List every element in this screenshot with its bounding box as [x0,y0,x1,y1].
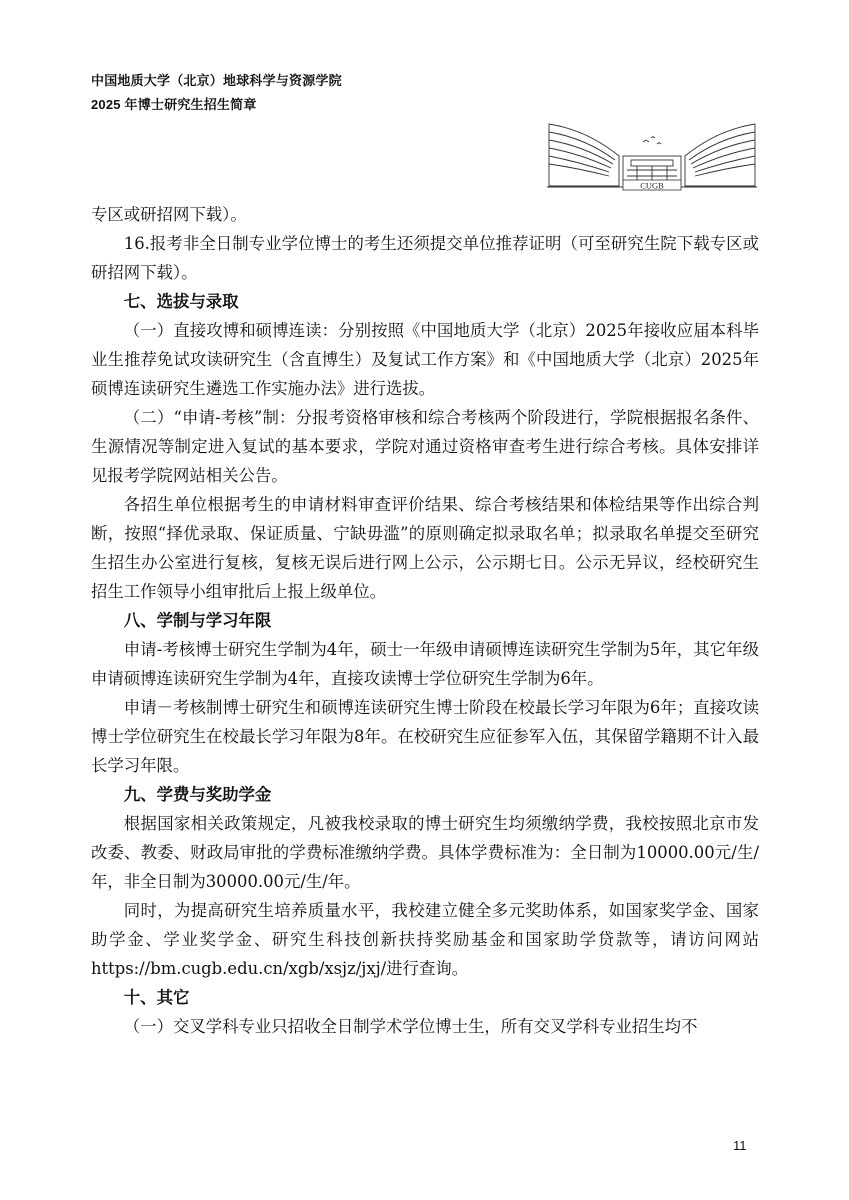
university-building-logo [547,116,757,192]
paragraph-tuition: 根据国家相关政策规定，凡被我校录取的博士研究生均须缴纳学费，我校按照北京市发改委、教委、财政局审批的学费标准缴纳学费。具体学费标准为：全日制为10000.00元/生/年，非全日制为30000.00元/生/年。 [91,814,759,891]
section-heading-10: 十、其它 [123,988,190,1007]
paragraph-direct-phd: （一）直接攻博和硕博连读：分别按照《中国地质大学（北京）2025年接收应届本科毕业生推荐免试攻读研究生（含直博生）及复试工作方案》和《中国地质大学（北京）2025年硕博连读研究生遴选工作实施办法》进行选拔。 [91,321,759,398]
logo-cugb-text: CUGB [640,180,664,191]
paragraph-admission-decision: 各招生单位根据考生的申请材料审查评价结果、综合考核结果和体检结果等作出综合判断，按照“择优录取、保证质量、宁缺毋滥”的原则确定拟录取名单；拟录取名单提交至研究生招生办公室进行复核，复核无误后进行网上公示，公示期七日。公示无异议，经校研究生招生工作领导小组审批后上报上级单位。 [91,495,759,601]
paragraph-application-assessment: （二）“申请-考核”制：分报考资格审核和综合考核两个阶段进行，学院根据报名条件、生源情况等制定进入复试的基本要求，学院对通过资格审查考生进行综合考核。具体安排详见报考学院网站相关公告。 [91,408,759,485]
paragraph-download-continued: 专区或研招网下载）。 [91,205,247,224]
paragraph-item-16: 16.报考非全日制专业学位博士的考生还须提交单位推荐证明（可至研究生院下载专区或研招网下载）。 [91,234,759,282]
header-school-name: 中国地质大学（北京）地球科学与资源学院 [91,73,342,88]
section-heading-7: 七、选拔与录取 [123,292,239,311]
page-number: 11 [733,1138,747,1153]
paragraph-program-duration: 申请-考核博士研究生学制为4年，硕士一年级申请硕博连读研究生学制为5年，其它年级申请硕博连读研究生学制为4年，直接攻读博士学位研究生学制为6年。 [91,640,759,688]
section-heading-9: 九、学费与奖助学金 [123,785,272,804]
section-heading-8: 八、学制与学习年限 [123,611,272,630]
paragraph-scholarships: 同时，为提高研究生培养质量水平，我校建立健全多元奖助体系，如国家奖学金、国家助学金、学业奖学金、研究生科技创新扶持奖励基金和国家助学贷款等，请访问网站https://bm.cugb.edu.cn/xgb/xsjz/jxj/进行查询。 [91,901,759,978]
header-brochure-title: 2025 年博士研究生招生简章 [91,97,257,112]
paragraph-max-study-period: 申请－考核制博士研究生和硕博连读研究生博士阶段在校最长学习年限为6年；直接攻读博士学位研究生在校最长学习年限为8年。在校研究生应征参军入伍，其保留学籍期不计入最长学习年限。 [91,698,759,775]
paragraph-interdisciplinary: （一）交叉学科专业只招收全日制学术学位博士生，所有交叉学科专业招生均不 [123,1017,698,1036]
document-body [91,200,759,1041]
